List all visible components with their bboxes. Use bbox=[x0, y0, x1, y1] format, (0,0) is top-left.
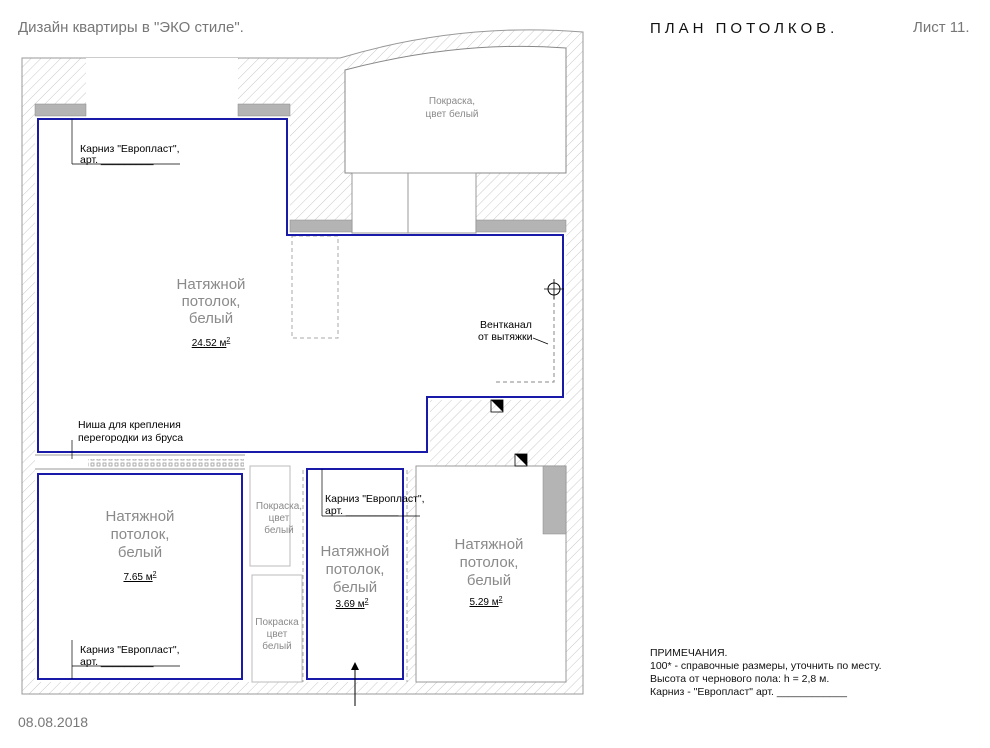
niche-text-2: перегородки из бруса bbox=[78, 432, 184, 444]
main-room-area-value: 24.52 м bbox=[191, 338, 227, 349]
hall-upper-paint-label-3: белый bbox=[264, 525, 294, 536]
main-room-label-2: потолок, bbox=[181, 293, 241, 310]
hall-lower-paint-label-3: белый bbox=[262, 641, 292, 652]
project-title: Дизайн квартиры в "ЭКО стиле". bbox=[18, 19, 244, 36]
vent-text-1: Вентканал bbox=[480, 319, 532, 331]
hall-upper-paint-label-1: Покраска, bbox=[255, 501, 303, 512]
center-room-label-2: потолок, bbox=[325, 561, 385, 578]
cornice-top-text-1: Карниз "Европласт", bbox=[80, 143, 180, 155]
right-room-label-3: белый bbox=[466, 572, 512, 589]
right-room-label-1: Натяжной bbox=[454, 536, 524, 553]
hall-upper-paint-label-2: цвет bbox=[268, 513, 290, 524]
niche-rail bbox=[88, 459, 244, 467]
left-room-label-1: Натяжной bbox=[105, 508, 175, 525]
left-room-label-3: белый bbox=[117, 544, 163, 561]
center-room-area-value: 3.69 м bbox=[335, 599, 365, 610]
right-room-area bbox=[469, 596, 502, 608]
column-balcony-right bbox=[476, 220, 566, 232]
column-balcony-left bbox=[290, 220, 352, 232]
right-room-area-value: 5.29 м bbox=[469, 597, 499, 608]
right-room-label-2: потолок, bbox=[459, 554, 519, 571]
cornice-left-text-1: Карниз "Европласт", bbox=[80, 644, 180, 656]
center-room-label-3: белый bbox=[332, 579, 378, 596]
hall-lower-paint-label-1: Покраска bbox=[255, 617, 299, 628]
cornice-center-text-1: Карниз "Европласт", bbox=[325, 493, 425, 505]
drawing-date: 08.08.2018 bbox=[18, 714, 89, 730]
left-room-area bbox=[123, 571, 156, 583]
vent-text-2: от вытяжки bbox=[478, 331, 533, 343]
center-room-label-1: Натяжной bbox=[320, 543, 390, 560]
main-room-area bbox=[192, 337, 231, 349]
balcony-door-opening bbox=[352, 173, 476, 233]
notes-title: ПРИМЕЧАНИЯ. bbox=[650, 647, 728, 659]
niche-text-1: Ниша для крепления bbox=[78, 419, 181, 431]
top-left-window-opening bbox=[86, 58, 238, 116]
left-room-area-value: 7.65 м bbox=[123, 572, 153, 583]
notes-block bbox=[650, 647, 882, 699]
cornice-center-text-2: арт. _________ bbox=[325, 505, 399, 517]
main-room-area-sup: 2 bbox=[226, 337, 231, 344]
notes-line-1: 100* - справочные размеры, уточнить по месту. bbox=[650, 660, 882, 672]
column-top-mid bbox=[238, 104, 290, 116]
notes-line-3: Карниз - "Европласт" арт. ____________ bbox=[650, 686, 847, 698]
hall-lower-paint-label-2: цвет bbox=[266, 629, 288, 640]
sheet-number: Лист 11. bbox=[913, 19, 970, 36]
column-top-left bbox=[35, 104, 86, 116]
left-room-label-2: потолок, bbox=[110, 526, 170, 543]
center-room-area bbox=[335, 598, 368, 610]
right-room-area-sup: 2 bbox=[498, 596, 503, 603]
left-room-area-sup: 2 bbox=[152, 571, 157, 578]
main-room-label-3: белый bbox=[188, 310, 234, 327]
main-room-label-1: Натяжной bbox=[176, 276, 246, 293]
balcony-paint-label-2: цвет белый bbox=[425, 109, 479, 120]
balcony-paint-label-1: Покраска, bbox=[428, 96, 476, 107]
column-right-room bbox=[543, 466, 566, 534]
cornice-top-text-2: арт. _________ bbox=[80, 154, 154, 166]
center-room-area-sup: 2 bbox=[364, 598, 369, 605]
cornice-left-text-2: арт. _________ bbox=[80, 656, 154, 668]
plan-title: ПЛАН ПОТОЛКОВ. bbox=[650, 20, 839, 37]
notes-line-2: Высота от чернового пола: h = 2,8 м. bbox=[650, 673, 830, 685]
